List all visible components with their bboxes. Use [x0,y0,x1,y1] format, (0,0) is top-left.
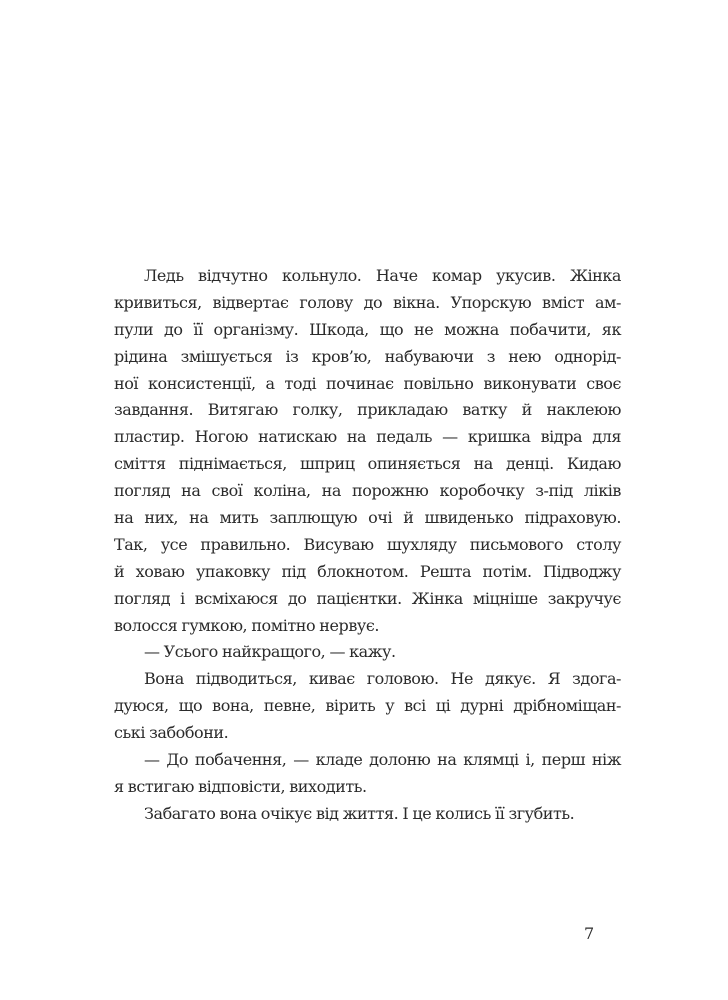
body-text [114,263,621,828]
paragraph [114,666,621,747]
text-line: ної консистенції, а тоді починає повільно виконувати своє [114,373,621,393]
text-line: погляд на свої коліна, на порожню коробочку з-під ліків [114,481,621,501]
text-line: я встигаю відповісти, виходить. [114,776,367,796]
text-line: кривиться, відвертає голову до вікна. Упорскую вміст ам- [114,292,621,312]
paragraph [114,263,621,639]
text-line: Вона підводиться, киває головою. Не дякує. Я здога- [144,669,621,689]
text-line: Забагато вона очікує від життя. І це колись її згубить. [144,803,575,823]
text-line: завдання. Витягаю голку, прикладаю ватку й наклеюю [114,400,621,420]
paragraph [114,747,621,801]
text-line: Так, усе правильно. Висуваю шухляду письмового столу [114,534,621,554]
text-line: й ховаю упаковку під блокнотом. Решта потім. Підводжу [114,561,621,581]
text-line: Ледь відчутно кольнуло. Наче комар укусив. Жінка [144,266,621,285]
paragraph [114,801,621,828]
text-line: сміття піднімається, шприц опиняється на денці. Кидаю [114,454,621,474]
text-line: погляд і всміхаюся до пацієнтки. Жінка міцніше закручує [114,588,621,608]
text-line: — До побачення, — кладе долоню на клямці і, перш ніж [144,750,621,770]
page-number: 7 [584,924,595,943]
text-line: волосся гумкою, помітно нервує. [114,615,380,635]
text-line: дуюся, що вона, певне, вірить у всі ці дурні дрібноміщан- [114,696,621,716]
text-line: — Усього найкращого, — кажу. [144,642,396,662]
text-line: пули до її організму. Шкода, що не можна побачити, як [114,319,621,339]
text-line: ські забобони. [114,723,229,743]
text-line: на них, на мить заплющую очі й швиденько підраховую. [114,508,621,528]
text-line: пластир. Ногою натискаю на педаль — кришка відра для [114,427,621,447]
paragraph [114,639,621,666]
text-line: рідина змішується із кров’ю, набуваючи з нею однорід- [114,346,621,366]
